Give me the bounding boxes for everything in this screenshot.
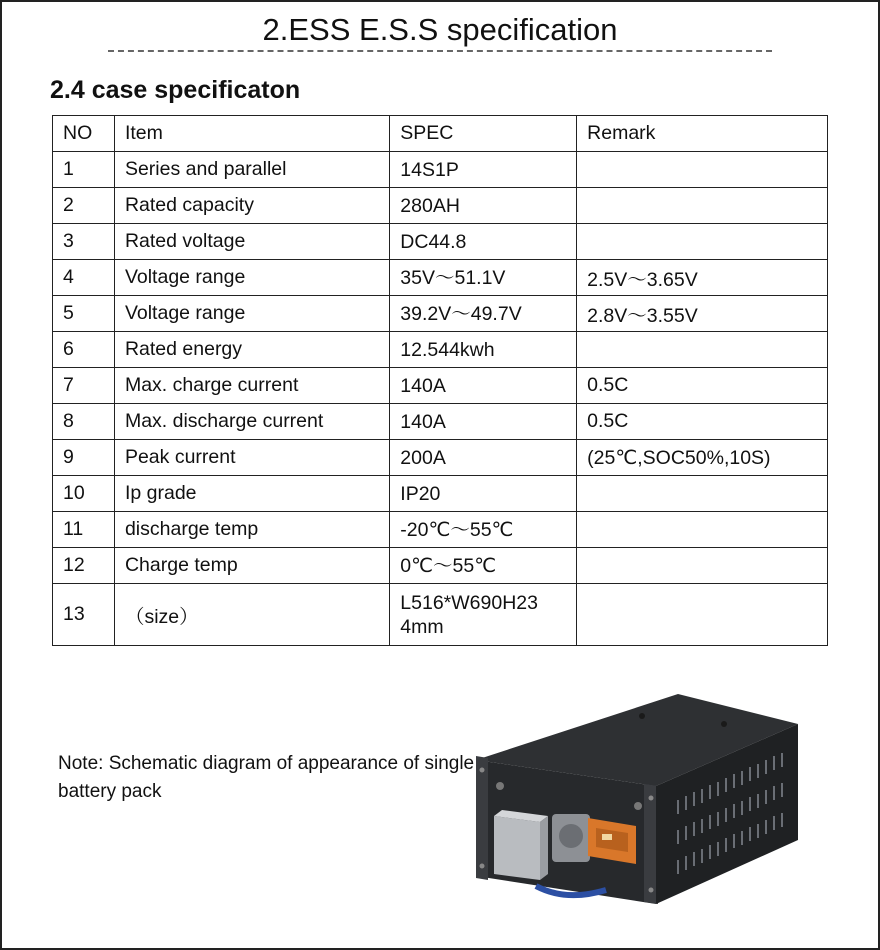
cell-item: Rated energy [114,332,389,368]
table-row [53,476,828,512]
cell-spec: 35V～51.1V [390,260,577,296]
spec-table [52,115,828,646]
cell-remark [577,188,828,224]
cell-no: 7 [53,368,115,404]
cell-item: Rated voltage [114,224,389,260]
cell-spec: 39.2V～49.7V [390,296,577,332]
spec-table-body [53,152,828,646]
cell-remark [577,512,828,548]
table-row [53,584,828,646]
table-row [53,188,828,224]
battery-pack-image [466,690,802,908]
cell-no: 11 [53,512,115,548]
cell-no: 9 [53,440,115,476]
table-row [53,440,828,476]
document-title: 2.ESS E.S.S specification [262,12,618,47]
cell-item: Peak current [114,440,389,476]
cell-remark [577,224,828,260]
header-item: Item [114,116,389,152]
cell-no: 3 [53,224,115,260]
cell-remark [577,332,828,368]
cell-spec: 140A [390,368,577,404]
cell-remark [577,476,828,512]
cell-item: Max. discharge current [114,404,389,440]
header-remark: Remark [577,116,828,152]
cell-item: Voltage range [114,260,389,296]
cell-no: 2 [53,188,115,224]
cell-remark: (25℃,SOC50%,10S) [577,440,828,476]
cell-remark: 2.5V～3.65V [577,260,828,296]
cell-no: 10 [53,476,115,512]
cell-no: 13 [53,584,115,646]
cell-remark [577,152,828,188]
cell-item: Ip grade [114,476,389,512]
cell-spec: 12.544kwh [390,332,577,368]
cell-spec: 0℃～55℃ [390,548,577,584]
cell-spec: 280AH [390,188,577,224]
title-divider [108,50,772,52]
cell-no: 6 [53,332,115,368]
cell-item: Series and parallel [114,152,389,188]
cell-item: discharge temp [114,512,389,548]
cell-no: 4 [53,260,115,296]
table-row [53,152,828,188]
cell-remark [577,548,828,584]
table-row [53,512,828,548]
cell-item: Charge temp [114,548,389,584]
cell-spec: 14S1P [390,152,577,188]
cell-no: 1 [53,152,115,188]
cell-item: Max. charge current [114,368,389,404]
header-spec: SPEC [390,116,577,152]
cell-remark: 0.5C [577,404,828,440]
cell-spec: -20℃～55℃ [390,512,577,548]
table-row [53,332,828,368]
table-row [53,260,828,296]
cell-spec: L516*W690H23 4mm [390,584,577,646]
table-row [53,296,828,332]
table-row [53,368,828,404]
cell-item: （size） [114,584,389,646]
table-row [53,224,828,260]
section-title: 2.4 case specificaton [50,76,301,104]
cell-spec: 140A [390,404,577,440]
table-row [53,404,828,440]
cell-spec: IP20 [390,476,577,512]
cell-item: Rated capacity [114,188,389,224]
cell-no: 12 [53,548,115,584]
table-row [53,548,828,584]
cell-item: Voltage range [114,296,389,332]
header-no: NO [53,116,115,152]
cell-remark: 2.8V～3.55V [577,296,828,332]
cell-spec: DC44.8 [390,224,577,260]
cell-spec: 200A [390,440,577,476]
table-header-row [53,116,828,152]
note-text: Note: Schematic diagram of appearance of single battery pack [58,753,475,802]
cell-remark: 0.5C [577,368,828,404]
cell-no: 5 [53,296,115,332]
cell-no: 8 [53,404,115,440]
cell-remark [577,584,828,646]
